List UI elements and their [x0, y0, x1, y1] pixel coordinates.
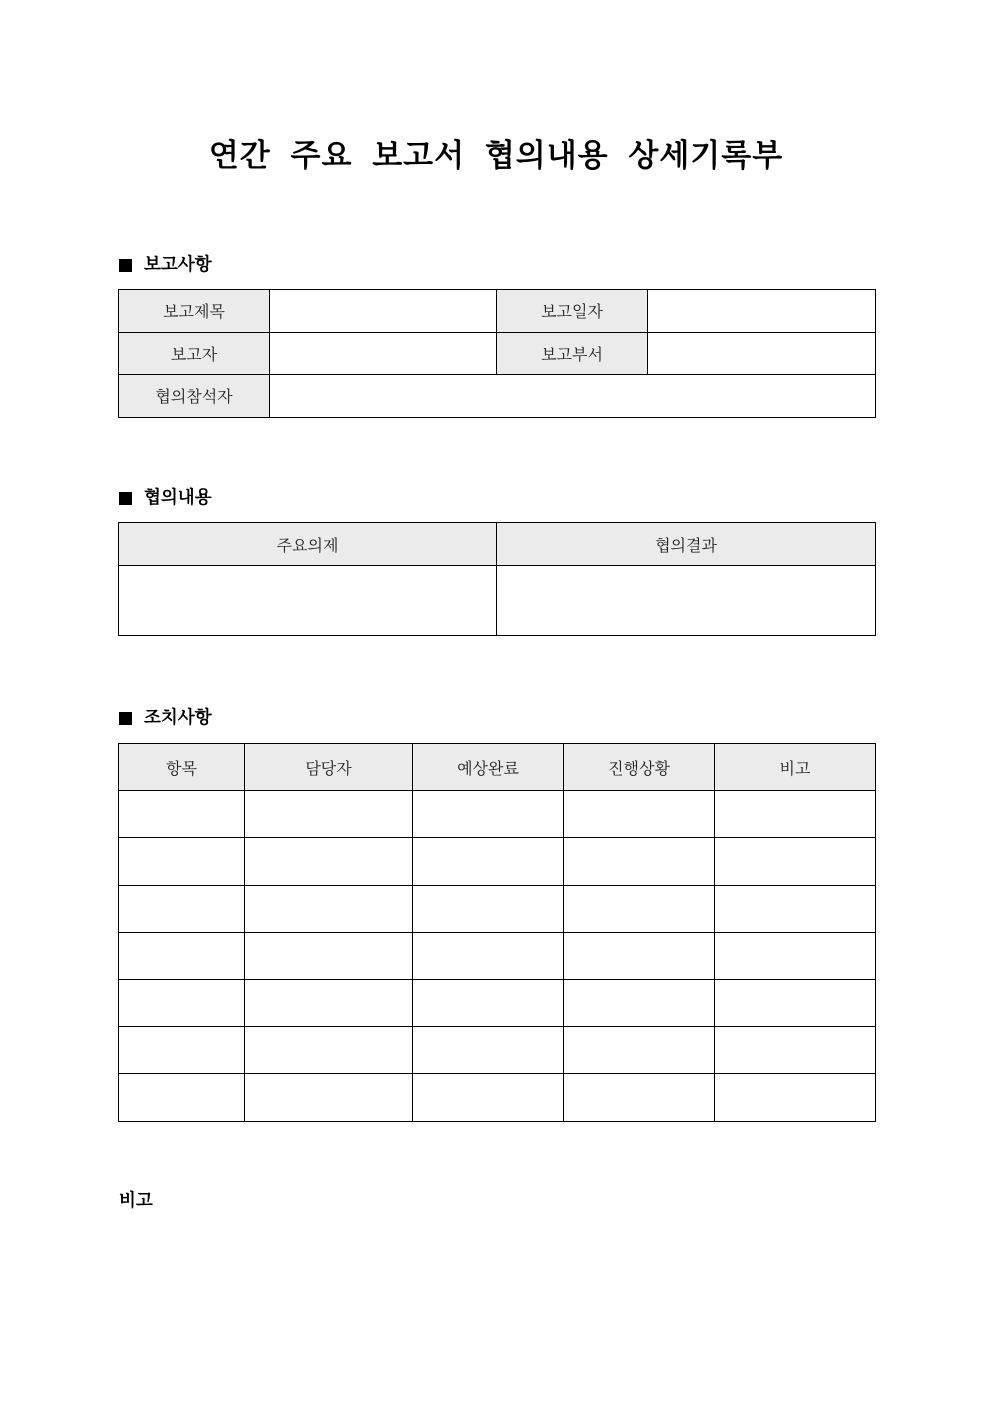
reporter-label: 보고자: [119, 332, 270, 375]
reporter-field[interactable]: [270, 332, 497, 375]
table-cell[interactable]: [715, 979, 876, 1026]
table-cell[interactable]: [119, 885, 245, 932]
table-cell[interactable]: [413, 932, 564, 979]
table-cell[interactable]: [119, 791, 245, 838]
owner-column-header: 담당자: [245, 744, 413, 791]
table-row: [119, 566, 876, 636]
table-cell[interactable]: [245, 979, 413, 1026]
due-column-header: 예상완료: [413, 744, 564, 791]
table-row: [119, 791, 876, 838]
report-title-label: 보고제목: [119, 290, 270, 333]
result-field[interactable]: [497, 566, 876, 636]
action-section-heading: [119, 706, 212, 730]
table-cell[interactable]: [245, 1074, 413, 1121]
document-title: 연간 주요 보고서 협의내용 상세기록부: [208, 138, 784, 174]
table-cell[interactable]: [119, 1074, 245, 1121]
department-label: 보고부서: [497, 332, 648, 375]
table-row: [119, 290, 876, 333]
table-cell[interactable]: [564, 885, 715, 932]
table-cell[interactable]: [564, 838, 715, 885]
table-cell[interactable]: [715, 885, 876, 932]
report-title-field[interactable]: [270, 290, 497, 333]
table-row: [119, 932, 876, 979]
department-field[interactable]: [648, 332, 876, 375]
table-cell[interactable]: [413, 885, 564, 932]
note-column-header: 비고: [715, 744, 876, 791]
table-cell[interactable]: [564, 1027, 715, 1074]
table-cell[interactable]: [564, 1074, 715, 1121]
table-header-row: [119, 744, 876, 791]
table-cell[interactable]: [413, 1027, 564, 1074]
table-cell[interactable]: [245, 932, 413, 979]
agenda-field[interactable]: [119, 566, 497, 636]
table-cell[interactable]: [245, 885, 413, 932]
attendees-field[interactable]: [270, 375, 876, 418]
agenda-column-header: 주요의제: [119, 523, 497, 566]
discussion-table: [118, 522, 876, 636]
report-section-heading: [119, 253, 212, 277]
table-row: [119, 375, 876, 418]
action-items-table: [118, 743, 876, 1122]
table-row: [119, 332, 876, 375]
table-cell[interactable]: [715, 838, 876, 885]
table-cell[interactable]: [245, 1027, 413, 1074]
table-cell[interactable]: [119, 1027, 245, 1074]
table-cell[interactable]: [245, 838, 413, 885]
report-section-title: 보고사항: [144, 255, 212, 275]
table-cell[interactable]: [564, 932, 715, 979]
table-cell[interactable]: [413, 791, 564, 838]
table-cell[interactable]: [119, 979, 245, 1026]
action-section-title: 조치사항: [144, 708, 212, 728]
table-cell[interactable]: [564, 791, 715, 838]
table-cell[interactable]: [413, 1074, 564, 1121]
discussion-section-title: 협의내용: [144, 488, 212, 508]
remarks-label: 비고: [119, 1191, 153, 1211]
square-bullet-icon: [119, 259, 132, 272]
table-header-row: [119, 523, 876, 566]
discussion-section-heading: [119, 486, 212, 510]
table-cell[interactable]: [245, 791, 413, 838]
report-info-table: [118, 289, 876, 418]
table-cell[interactable]: [715, 1027, 876, 1074]
remarks-field[interactable]: [119, 1220, 876, 1340]
table-cell[interactable]: [413, 838, 564, 885]
report-date-label: 보고일자: [497, 290, 648, 333]
table-cell[interactable]: [715, 791, 876, 838]
table-cell[interactable]: [715, 932, 876, 979]
table-cell[interactable]: [564, 979, 715, 1026]
table-cell[interactable]: [119, 932, 245, 979]
table-row: [119, 1027, 876, 1074]
table-row: [119, 838, 876, 885]
square-bullet-icon: [119, 712, 132, 725]
table-cell[interactable]: [119, 838, 245, 885]
table-row: [119, 885, 876, 932]
status-column-header: 진행상황: [564, 744, 715, 791]
result-column-header: 협의결과: [497, 523, 876, 566]
table-cell[interactable]: [715, 1074, 876, 1121]
square-bullet-icon: [119, 492, 132, 505]
table-row: [119, 1074, 876, 1121]
attendees-label: 협의참석자: [119, 375, 270, 418]
table-row: [119, 979, 876, 1026]
table-cell[interactable]: [413, 979, 564, 1026]
item-column-header: 항목: [119, 744, 245, 791]
report-date-field[interactable]: [648, 290, 876, 333]
